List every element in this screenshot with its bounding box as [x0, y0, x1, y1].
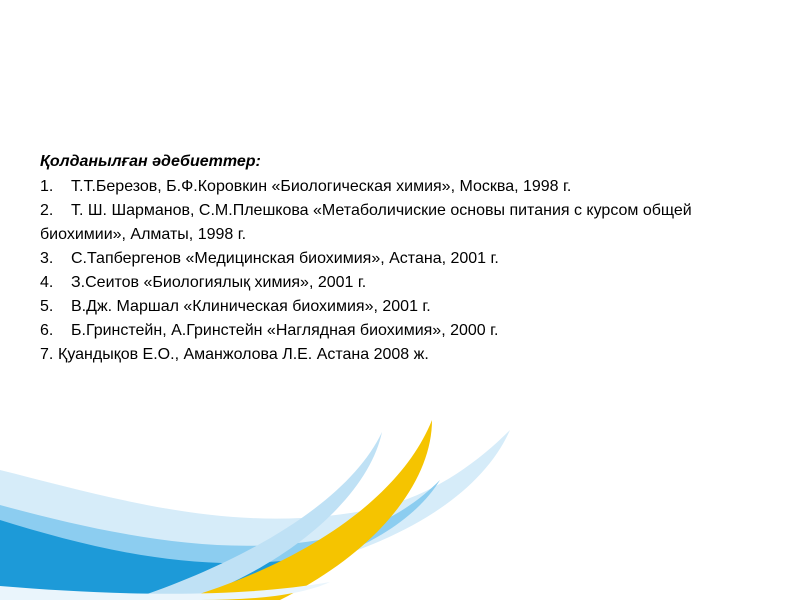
reference-text: З.Сеитов «Биологиялық химия», 2001 г.	[71, 274, 367, 291]
reference-number: 4.	[40, 274, 54, 291]
reference-item	[40, 295, 760, 319]
reference-item	[40, 343, 760, 367]
reference-item	[40, 175, 760, 199]
reference-item	[40, 271, 760, 295]
reference-text: Б.Гринстейн, А.Гринстейн «Наглядная биохимия», 2000 г.	[71, 322, 499, 339]
reference-number: 7.	[40, 346, 54, 363]
reference-text: Т.Т.Березов, Б.Ф.Коровкин «Биологическая химия», Москва, 1998 г.	[71, 178, 572, 195]
references-block	[40, 150, 760, 367]
reference-number: 5.	[40, 298, 54, 315]
reference-number: 3.	[40, 250, 54, 267]
references-list	[40, 175, 760, 367]
reference-text: Қуандықов Е.О., Аманжолова Л.Е. Астана 2008 ж.	[58, 346, 429, 363]
reference-number: 2.	[40, 202, 54, 219]
reference-item	[40, 199, 760, 247]
reference-item	[40, 247, 760, 271]
reference-number: 6.	[40, 322, 54, 339]
reference-text: В.Дж. Маршал «Клиническая биохимия», 2001 г.	[71, 298, 431, 315]
reference-text: С.Тапбергенов «Медицинская биохимия», Астана, 2001 г.	[71, 250, 499, 267]
reference-number: 1.	[40, 178, 54, 195]
reference-item	[40, 319, 760, 343]
references-heading: Қолданылған әдебиеттер:	[40, 153, 261, 170]
reference-text: Т. Ш. Шарманов, С.М.Плешкова «Метаболичиские основы питания с курсом общей биохимии», Алматы, 1998 г.	[40, 202, 692, 243]
